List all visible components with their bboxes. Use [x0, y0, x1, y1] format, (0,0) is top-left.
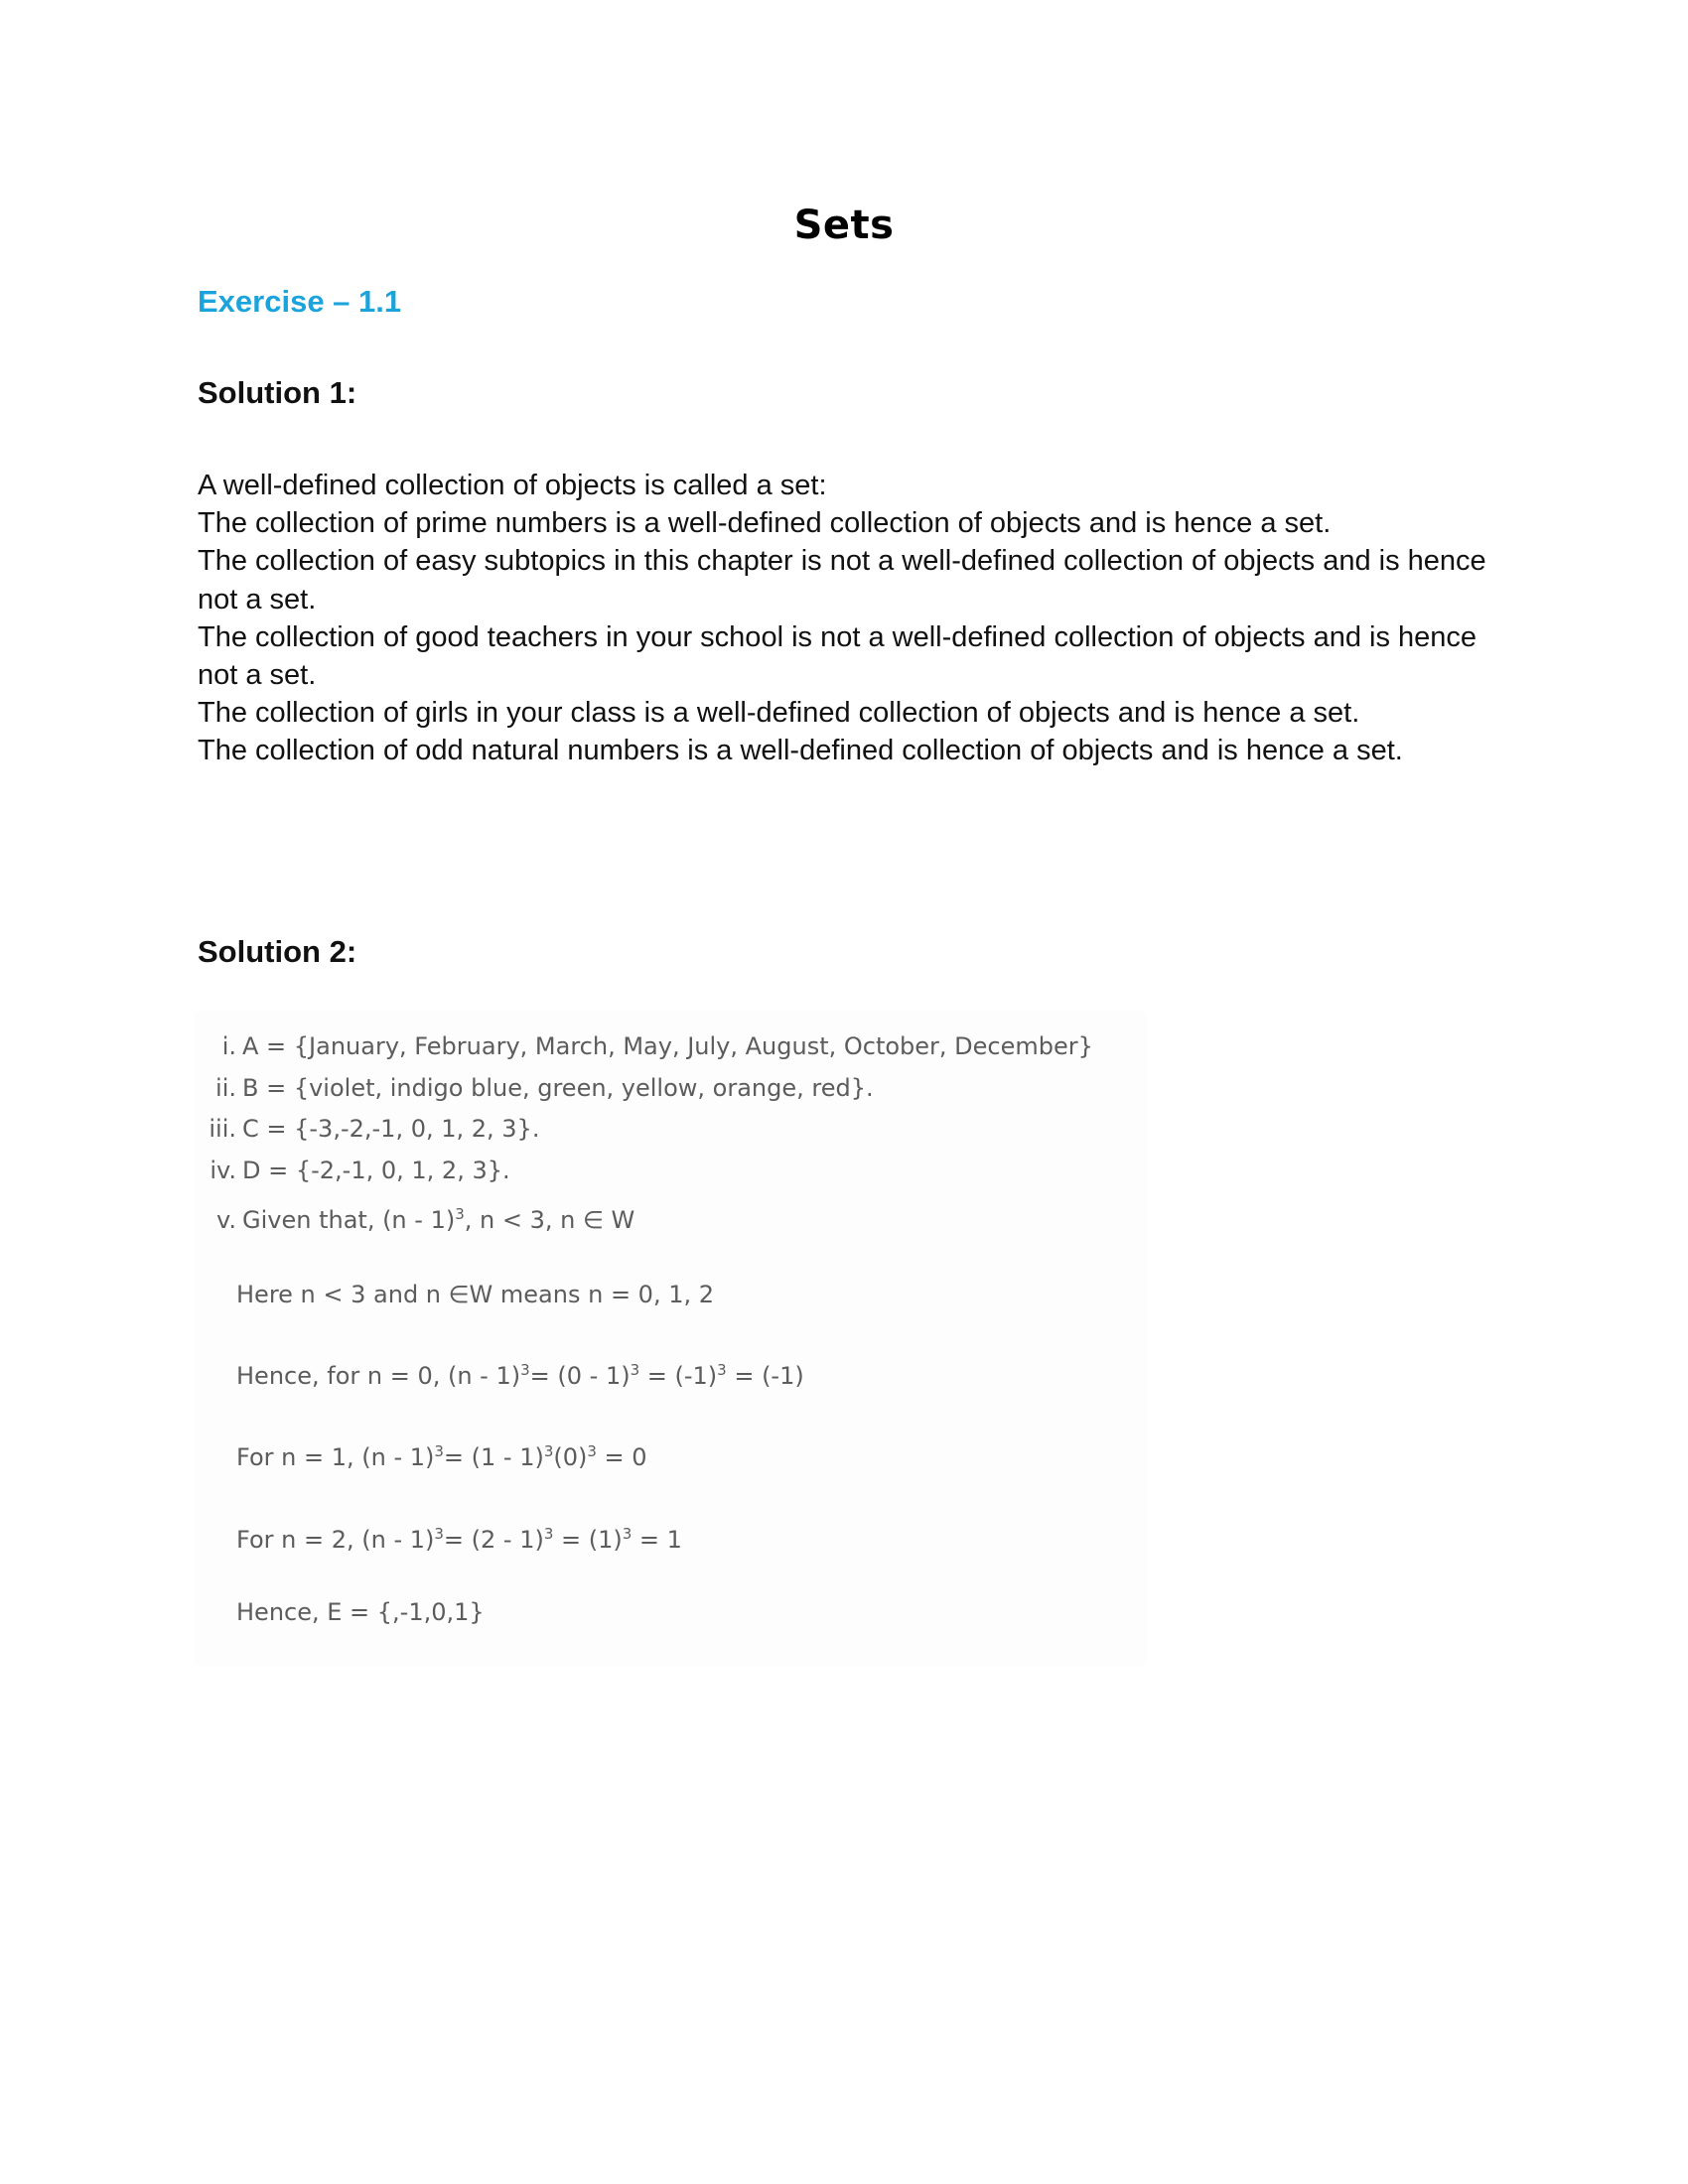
list-item-text: D = {-2,-1, 0, 1, 2, 3}. — [242, 1157, 510, 1184]
step-text: = (2 - 1) — [443, 1526, 544, 1554]
exponent: 3 — [434, 1525, 444, 1543]
page-title: Sets — [793, 203, 895, 248]
step-text: = (0 - 1) — [529, 1362, 631, 1390]
exponent: 3 — [622, 1525, 633, 1543]
solution-1-heading: Solution 1: — [198, 375, 357, 410]
step-text: For n = 1, (n - 1) — [236, 1443, 435, 1471]
step-text: For n = 2, (n - 1) — [236, 1526, 435, 1554]
list-item-text: Given that, (n - 1) — [242, 1206, 456, 1234]
solution-1-line: The collection of odd natural numbers is a well-defined collection of objects and is hence a set. — [198, 735, 1403, 767]
step-text: = (1 - 1) — [443, 1443, 544, 1471]
list-item-number: iii. — [209, 1115, 236, 1143]
solution-1-body — [198, 467, 1488, 770]
exponent: 3 — [434, 1442, 444, 1460]
list-item — [199, 1074, 874, 1102]
exponent: 3 — [455, 1205, 465, 1223]
step-n0 — [236, 1362, 804, 1390]
list-item — [199, 1206, 634, 1234]
solution-1-line: The collection of easy subtopics in this chapter is not a well-defined collection of objects and is hence not a set. — [198, 545, 1486, 615]
list-item-text: , n < 3, n ∈ W — [464, 1206, 635, 1234]
exponent: 3 — [717, 1361, 727, 1379]
exponent: 3 — [630, 1361, 640, 1379]
step-n1 — [236, 1443, 647, 1471]
list-item-number: v. — [216, 1206, 236, 1234]
step-text: = (-1) — [639, 1362, 718, 1390]
list-item-text: B = {violet, indigo blue, green, yellow, orange, red}. — [242, 1074, 874, 1102]
list-item-number: i. — [221, 1032, 236, 1060]
exponent: 3 — [520, 1361, 530, 1379]
step-n2 — [236, 1526, 682, 1554]
step-text: = 1 — [632, 1526, 682, 1554]
list-item-number: iv. — [210, 1157, 236, 1184]
list-item — [199, 1115, 539, 1143]
step-text: = 0 — [596, 1443, 647, 1471]
list-item — [199, 1157, 510, 1184]
exponent: 3 — [587, 1442, 597, 1460]
step-text: = (-1) — [726, 1362, 804, 1390]
solution-1-line: A well-defined collection of objects is called a set: — [198, 470, 827, 501]
solution-2-image — [194, 1011, 1147, 1666]
list-item-number: ii. — [215, 1074, 236, 1102]
list-item-text: C = {-3,-2,-1, 0, 1, 2, 3}. — [242, 1115, 540, 1143]
list-item — [199, 1032, 1093, 1060]
step-text: (0) — [553, 1443, 588, 1471]
solution-1-line: The collection of girls in your class is a well-defined collection of objects and is hence a set. — [198, 697, 1360, 730]
exponent: 3 — [543, 1442, 554, 1460]
step-result: Hence, E = {,-1,0,1} — [236, 1598, 485, 1626]
step-text: Hence, for n = 0, (n - 1) — [236, 1362, 521, 1390]
solution-1-line: The collection of prime numbers is a well-defined collection of objects and is hence a set. — [198, 507, 1332, 540]
exercise-heading: Exercise – 1.1 — [198, 284, 402, 319]
solution-2-heading: Solution 2: — [198, 934, 357, 969]
exponent: 3 — [543, 1525, 554, 1543]
list-item-text: A = {January, February, March, May, July, August, October, December} — [242, 1032, 1093, 1060]
step-text: = (1) — [553, 1526, 623, 1554]
solution-1-line: The collection of good teachers in your school is not a well-defined collection of objects and is hence not a set. — [198, 620, 1477, 692]
step-here: Here n < 3 and n ∈W means n = 0, 1, 2 — [236, 1281, 715, 1308]
